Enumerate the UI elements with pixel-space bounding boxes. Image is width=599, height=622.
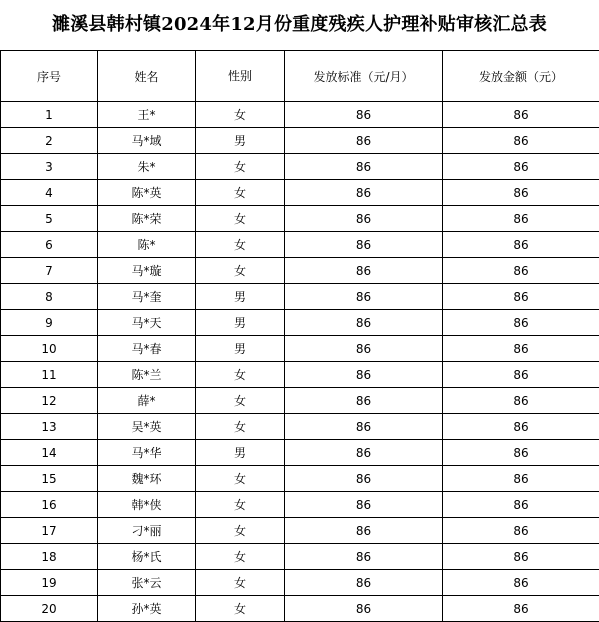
cell-name[interactable]: 张*云 xyxy=(98,570,196,596)
cell-amount[interactable]: 86 xyxy=(443,284,599,310)
cell-name[interactable]: 马*奎 xyxy=(98,284,196,310)
cell-name[interactable]: 马*华 xyxy=(98,440,196,466)
column-header-name[interactable]: 姓名 xyxy=(98,51,196,102)
table-row xyxy=(1,466,599,492)
cell-amount[interactable]: 86 xyxy=(443,362,599,388)
table-row xyxy=(1,362,599,388)
cell-gender[interactable]: 女 xyxy=(196,232,285,258)
cell-name[interactable]: 陈*英 xyxy=(98,180,196,206)
table-row xyxy=(1,128,599,154)
cell-gender[interactable]: 女 xyxy=(196,206,285,232)
table-row xyxy=(1,518,599,544)
cell-name[interactable]: 薛* xyxy=(98,388,196,414)
cell-amount[interactable]: 86 xyxy=(443,258,599,284)
cell-gender[interactable]: 女 xyxy=(196,466,285,492)
cell-standard[interactable]: 86 xyxy=(285,128,443,154)
cell-gender[interactable]: 女 xyxy=(196,596,285,622)
cell-seq[interactable]: 20 xyxy=(1,596,98,622)
cell-seq[interactable]: 17 xyxy=(1,518,98,544)
table-title: 濉溪县韩村镇2024年12月份重度残疾人护理补贴审核汇总表 xyxy=(0,0,599,50)
cell-name[interactable]: 陈* xyxy=(98,232,196,258)
cell-seq[interactable]: 16 xyxy=(1,492,98,518)
cell-seq[interactable]: 14 xyxy=(1,440,98,466)
cell-standard[interactable]: 86 xyxy=(285,180,443,206)
cell-gender[interactable]: 女 xyxy=(196,180,285,206)
table-body xyxy=(1,102,599,622)
table-row xyxy=(1,570,599,596)
cell-amount[interactable]: 86 xyxy=(443,102,599,128)
cell-standard[interactable]: 86 xyxy=(285,570,443,596)
cell-gender[interactable]: 女 xyxy=(196,518,285,544)
cell-standard[interactable]: 86 xyxy=(285,258,443,284)
cell-name[interactable]: 马*天 xyxy=(98,310,196,336)
cell-amount[interactable]: 86 xyxy=(443,414,599,440)
cell-amount[interactable]: 86 xyxy=(443,206,599,232)
cell-amount[interactable]: 86 xyxy=(443,388,599,414)
cell-gender[interactable]: 女 xyxy=(196,492,285,518)
cell-seq[interactable]: 3 xyxy=(1,154,98,180)
cell-seq[interactable]: 8 xyxy=(1,284,98,310)
cell-standard[interactable]: 86 xyxy=(285,362,443,388)
header-row xyxy=(1,51,599,102)
cell-gender[interactable]: 男 xyxy=(196,310,285,336)
cell-amount[interactable]: 86 xyxy=(443,180,599,206)
cell-standard[interactable]: 86 xyxy=(285,414,443,440)
cell-standard[interactable]: 86 xyxy=(285,388,443,414)
cell-standard[interactable]: 86 xyxy=(285,492,443,518)
cell-amount[interactable]: 86 xyxy=(443,310,599,336)
cell-seq[interactable]: 10 xyxy=(1,336,98,362)
cell-standard[interactable]: 86 xyxy=(285,232,443,258)
table-row xyxy=(1,232,599,258)
cell-gender[interactable]: 女 xyxy=(196,154,285,180)
cell-seq[interactable]: 1 xyxy=(1,102,98,128)
cell-amount[interactable]: 86 xyxy=(443,336,599,362)
table-row xyxy=(1,596,599,622)
cell-amount[interactable]: 86 xyxy=(443,544,599,570)
table-row xyxy=(1,544,599,570)
table-row xyxy=(1,284,599,310)
cell-seq[interactable]: 2 xyxy=(1,128,98,154)
column-header-gender[interactable]: 性别 xyxy=(196,51,285,102)
cell-seq[interactable]: 11 xyxy=(1,362,98,388)
cell-name[interactable]: 孙*英 xyxy=(98,596,196,622)
cell-seq[interactable]: 6 xyxy=(1,232,98,258)
cell-standard[interactable]: 86 xyxy=(285,310,443,336)
subsidy-summary-table xyxy=(0,50,599,622)
table-row xyxy=(1,206,599,232)
cell-gender[interactable]: 男 xyxy=(196,336,285,362)
cell-name[interactable]: 吴*英 xyxy=(98,414,196,440)
cell-amount[interactable]: 86 xyxy=(443,440,599,466)
cell-name[interactable]: 刁*丽 xyxy=(98,518,196,544)
cell-gender[interactable]: 女 xyxy=(196,544,285,570)
cell-standard[interactable]: 86 xyxy=(285,440,443,466)
cell-standard[interactable]: 86 xyxy=(285,284,443,310)
table-row xyxy=(1,258,599,284)
cell-gender[interactable]: 男 xyxy=(196,284,285,310)
cell-seq[interactable]: 18 xyxy=(1,544,98,570)
cell-gender[interactable]: 女 xyxy=(196,414,285,440)
table-row xyxy=(1,154,599,180)
cell-amount[interactable]: 86 xyxy=(443,154,599,180)
cell-amount[interactable]: 86 xyxy=(443,128,599,154)
table-row xyxy=(1,102,599,128)
cell-seq[interactable]: 5 xyxy=(1,206,98,232)
cell-gender[interactable]: 女 xyxy=(196,362,285,388)
cell-gender[interactable]: 男 xyxy=(196,128,285,154)
table-row xyxy=(1,310,599,336)
cell-standard[interactable]: 86 xyxy=(285,596,443,622)
cell-standard[interactable]: 86 xyxy=(285,102,443,128)
cell-name[interactable]: 朱* xyxy=(98,154,196,180)
cell-amount[interactable]: 86 xyxy=(443,570,599,596)
cell-name[interactable]: 韩*侠 xyxy=(98,492,196,518)
column-header-standard[interactable]: 发放标准（元/月） xyxy=(285,51,443,102)
column-header-amount[interactable]: 发放金额（元） xyxy=(443,51,599,102)
cell-standard[interactable]: 86 xyxy=(285,518,443,544)
cell-amount[interactable]: 86 xyxy=(443,518,599,544)
cell-amount[interactable]: 86 xyxy=(443,232,599,258)
cell-amount[interactable]: 86 xyxy=(443,596,599,622)
cell-standard[interactable]: 86 xyxy=(285,154,443,180)
cell-name[interactable]: 杨*氏 xyxy=(98,544,196,570)
cell-seq[interactable]: 12 xyxy=(1,388,98,414)
cell-amount[interactable]: 86 xyxy=(443,492,599,518)
column-header-seq[interactable]: 序号 xyxy=(1,51,98,102)
table-row xyxy=(1,414,599,440)
cell-standard[interactable]: 86 xyxy=(285,206,443,232)
cell-standard[interactable]: 86 xyxy=(285,466,443,492)
cell-name[interactable]: 王* xyxy=(98,102,196,128)
table-row xyxy=(1,180,599,206)
table-row xyxy=(1,388,599,414)
cell-seq[interactable]: 13 xyxy=(1,414,98,440)
cell-gender[interactable]: 女 xyxy=(196,388,285,414)
cell-seq[interactable]: 9 xyxy=(1,310,98,336)
cell-seq[interactable]: 19 xyxy=(1,570,98,596)
cell-seq[interactable]: 15 xyxy=(1,466,98,492)
cell-amount[interactable]: 86 xyxy=(443,466,599,492)
cell-standard[interactable]: 86 xyxy=(285,544,443,570)
cell-seq[interactable]: 7 xyxy=(1,258,98,284)
cell-name[interactable]: 陈*荣 xyxy=(98,206,196,232)
cell-seq[interactable]: 4 xyxy=(1,180,98,206)
cell-name[interactable]: 魏*环 xyxy=(98,466,196,492)
cell-standard[interactable]: 86 xyxy=(285,336,443,362)
cell-gender[interactable]: 女 xyxy=(196,258,285,284)
cell-gender[interactable]: 女 xyxy=(196,570,285,596)
cell-name[interactable]: 马*春 xyxy=(98,336,196,362)
cell-name[interactable]: 马*域 xyxy=(98,128,196,154)
table-row xyxy=(1,336,599,362)
cell-name[interactable]: 陈*兰 xyxy=(98,362,196,388)
cell-gender[interactable]: 男 xyxy=(196,440,285,466)
table-row xyxy=(1,440,599,466)
cell-gender[interactable]: 女 xyxy=(196,102,285,128)
table-row xyxy=(1,492,599,518)
cell-name[interactable]: 马*璇 xyxy=(98,258,196,284)
